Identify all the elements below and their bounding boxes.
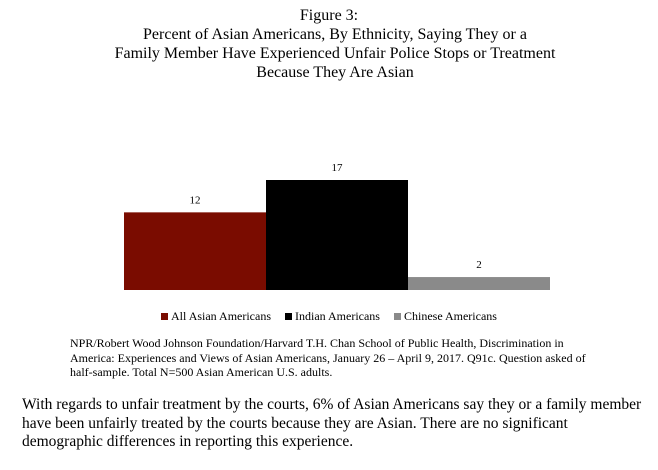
figure-label: Figure 3: (299, 7, 359, 24)
body-paragraph: With regards to unfair treatment by the courts, 6% of Asian Americans say they or a family member have been unfairly treated by the courts because they are Asian. There are no significant demographic differences in reporting this experience. (22, 396, 642, 450)
chart-legend (0, 309, 658, 323)
data-label-indian-americans: 17 (331, 162, 343, 174)
legend-label-all-asian-americans: All Asian Americans (171, 309, 271, 323)
bar-indian-americans (266, 180, 408, 290)
bar-all-asian-americans (124, 212, 266, 290)
legend-item-indian-americans (285, 309, 380, 323)
legend-swatch-all-asian-americans (161, 313, 168, 320)
legend-item-all-asian-americans (161, 309, 271, 323)
chart-title-line-3: Because They Are Asian (256, 64, 414, 81)
legend-swatch-chinese-americans (394, 313, 401, 320)
legend-label-indian-americans: Indian Americans (295, 309, 380, 323)
legend-label-chinese-americans: Chinese Americans (403, 309, 497, 323)
chart-title-line-2: Family Member Have Experienced Unfair Police Stops or Treatment (114, 45, 556, 62)
chart-title-line-1: Percent of Asian Americans, By Ethnicity, Saying They or a (143, 26, 527, 43)
data-label-chinese-americans: 2 (476, 259, 482, 272)
data-label-all-asian-americans: 12 (189, 194, 201, 207)
source-note: NPR/Robert Wood Johnson Foundation/Harvard T.H. Chan School of Public Health, Discrimination in America: Experiences and Views of Asian Americans, January 26 – April 9, 2017. Q91c. Question asked of half-sample. Total N=500 Asian American U.S. adults. (70, 336, 586, 379)
bar-chinese-americans (408, 277, 550, 290)
legend-swatch-indian-americans (285, 313, 292, 320)
legend-item-chinese-americans (394, 309, 497, 323)
